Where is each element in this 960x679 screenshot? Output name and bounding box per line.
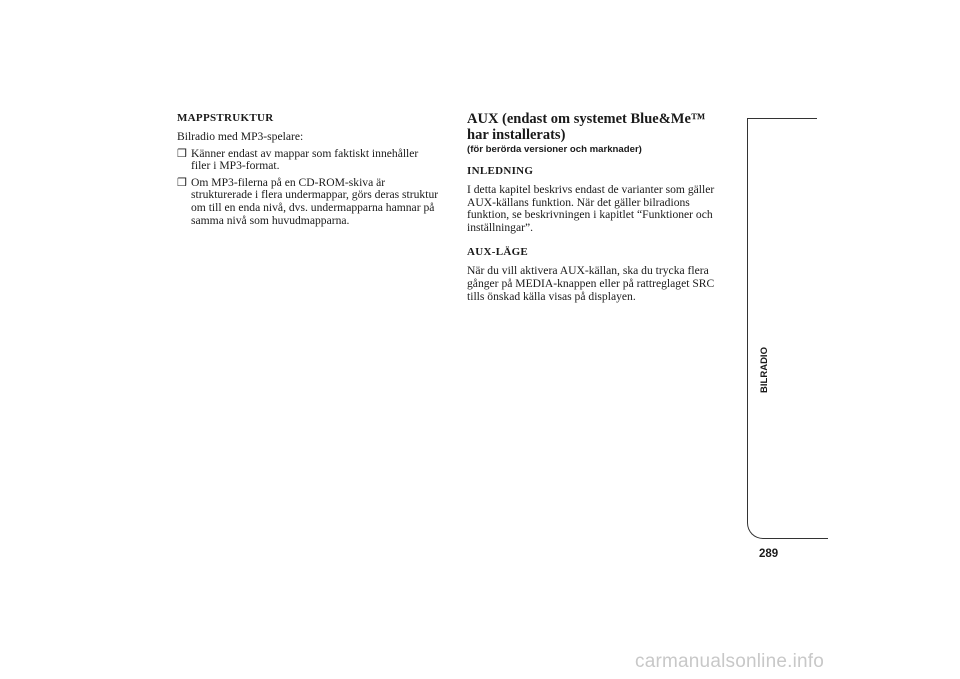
page-number: 289 (759, 548, 779, 560)
intro-text: Bilradio med MP3-spelare: (177, 130, 304, 143)
list-item (177, 148, 439, 173)
list-item (177, 177, 439, 227)
chapter-tab (747, 118, 828, 539)
list-item-text: Om MP3-filerna på en CD-ROM-skiva är strukturerade i flera undermappar, görs deras struktur om till en enda nivå, dvs. undermapparna hamnar på samma nivå som huvudmapparna. (191, 175, 439, 227)
chapter-tab-label: BILRADIO (758, 347, 770, 393)
page-subtitle: (för berörda versioner och marknader) (467, 144, 642, 155)
section-heading-aux-lage: AUX-LÄGE (467, 246, 529, 259)
section-text-aux-lage: När du vill aktivera AUX-källan, ska du trycka flera gånger på MEDIA-knappen eller på rattreglaget SRC tills önskad källa visas på displayen. (467, 264, 715, 303)
right-column (467, 112, 729, 307)
watermark: carmanualsonline.info (635, 651, 825, 672)
page-title-line-1: AUX (endast om systemet Blue&Me™ (467, 111, 706, 127)
section-text-inledning: I detta kapitel beskrivs endast de varianter som gäller AUX-källans funktion. När det gäller bilradions funktion, se beskrivningen i kapitlet “Funktioner och inställningar”. (467, 183, 715, 234)
list-item-text: Känner endast av mappar som faktiskt innehåller filer i MP3-format. (191, 146, 419, 173)
checkbox-bullet-icon: ❒ (177, 147, 187, 160)
page-title-line-2: har installerats) (467, 126, 566, 143)
checkbox-bullet-icon: ❒ (177, 176, 187, 189)
bullet-list (177, 148, 439, 228)
section-heading-inledning: INLEDNING (467, 165, 534, 177)
left-column (177, 112, 439, 231)
section-heading-mappstruktur: MAPPSTRUKTUR (177, 112, 274, 124)
